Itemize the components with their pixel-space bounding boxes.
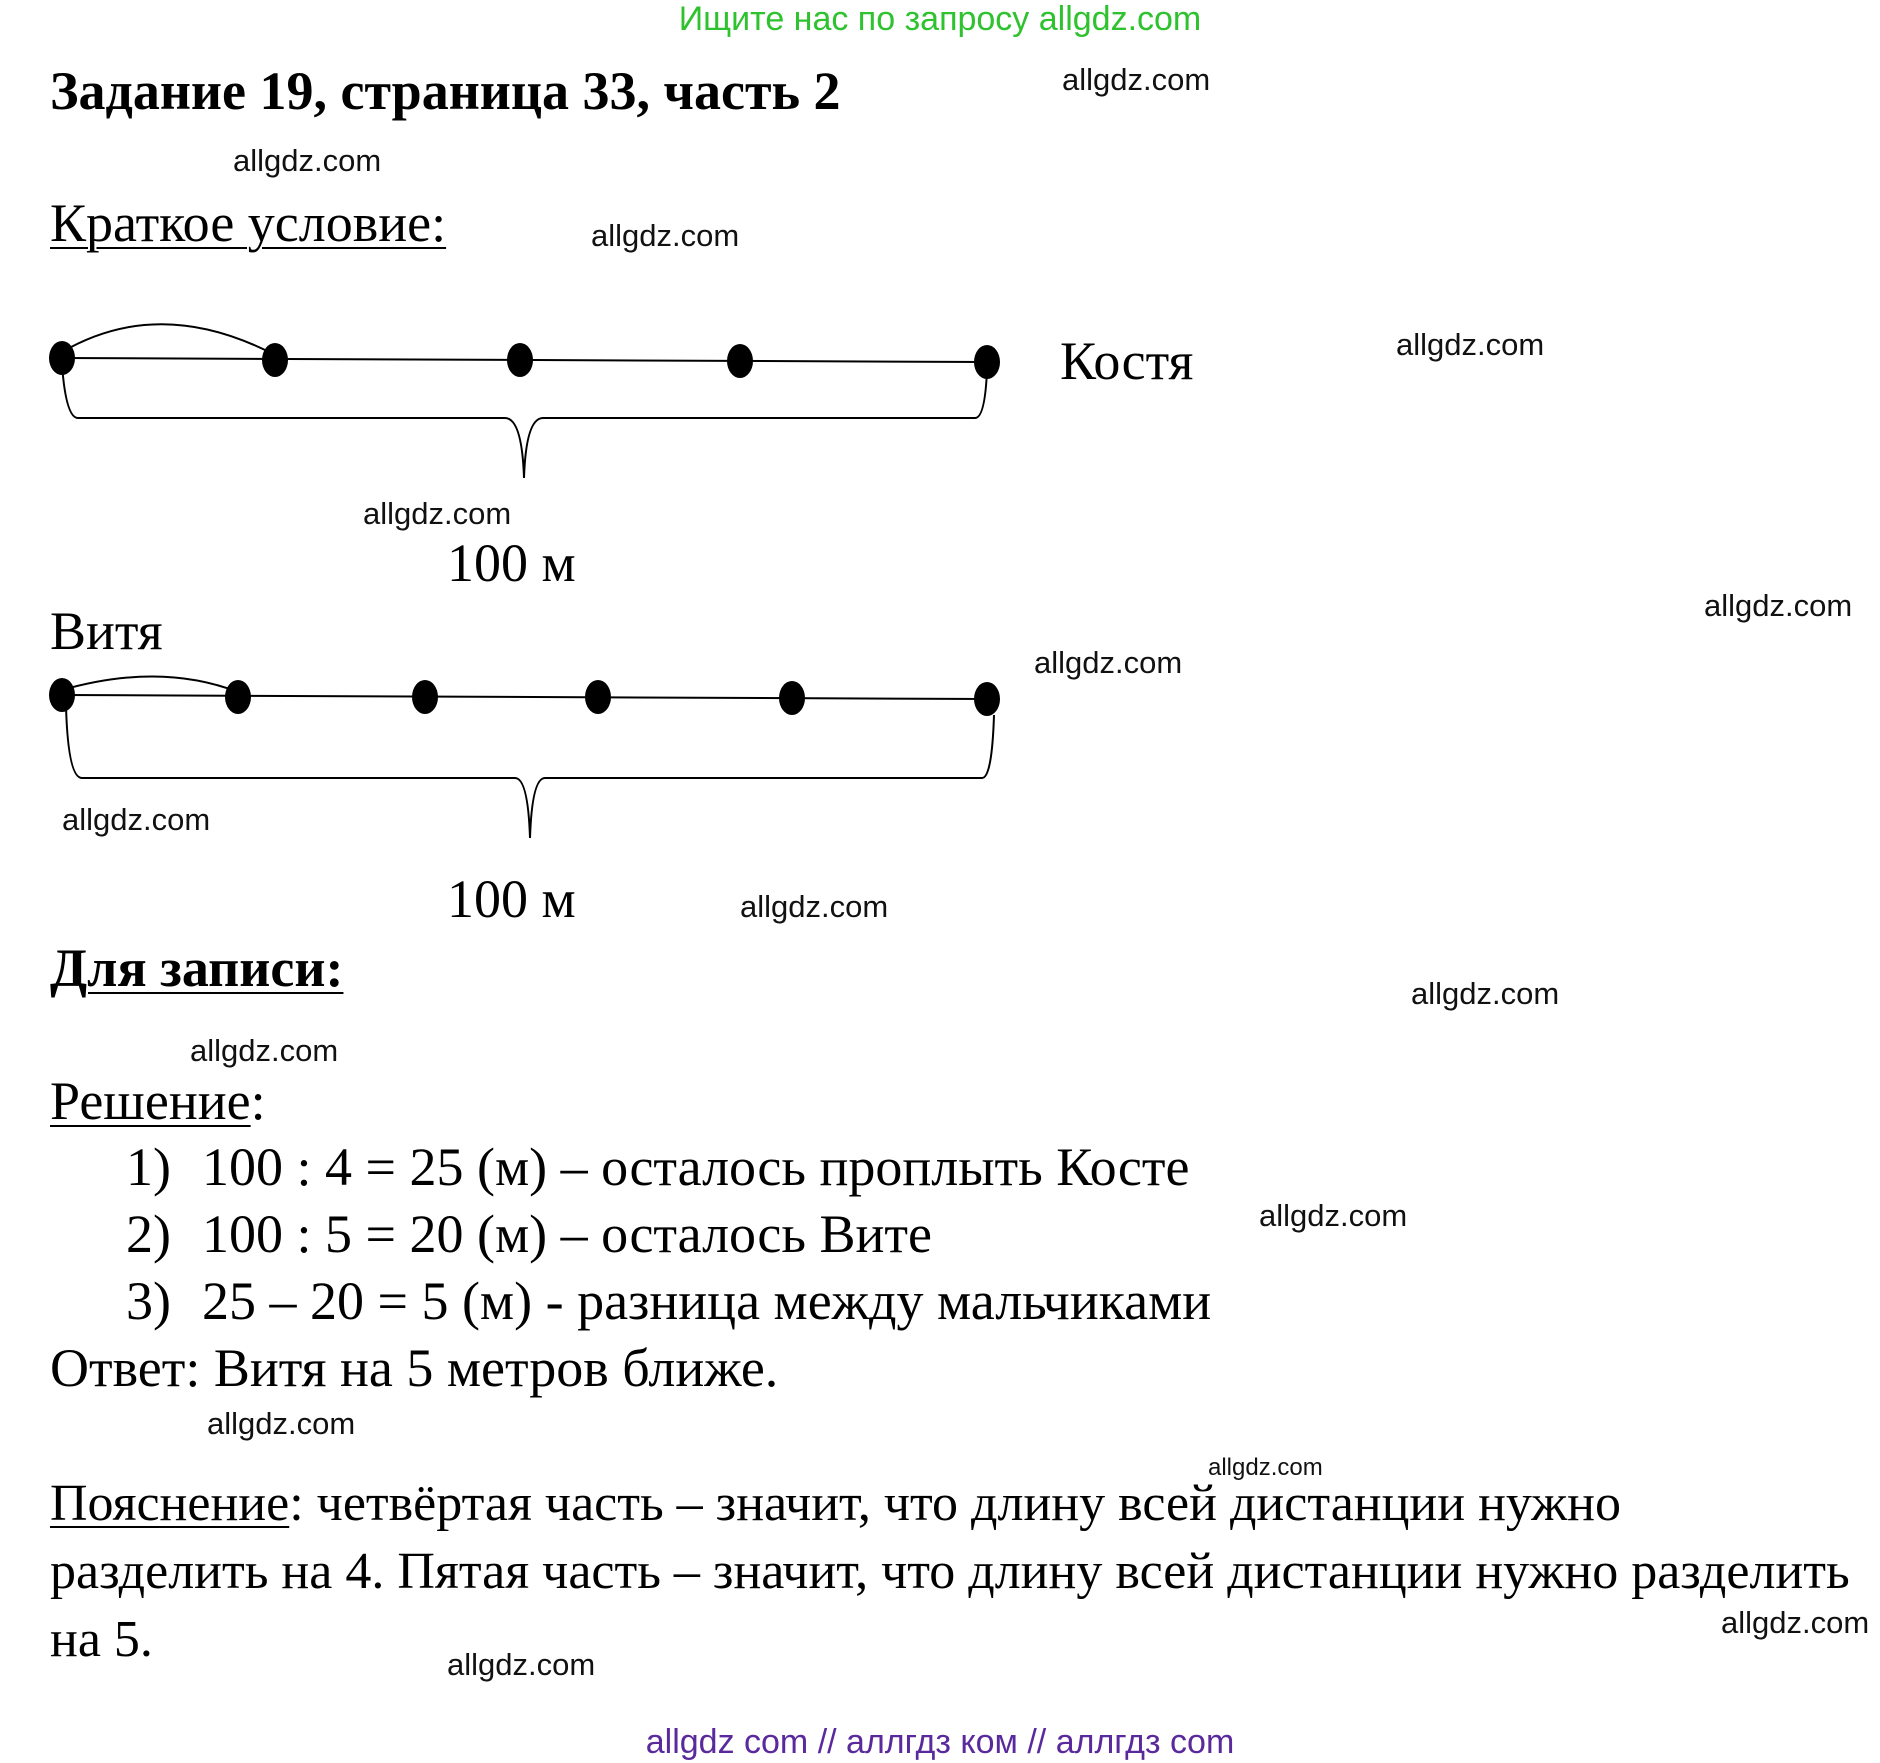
- kostya-part-arc: [62, 324, 275, 355]
- vitya-label: Витя: [50, 601, 163, 661]
- solution-step: [126, 1136, 1189, 1198]
- watermark: allgdz.com: [233, 143, 382, 178]
- step-number: 1): [126, 1137, 171, 1197]
- kostya-label: Костя: [1060, 331, 1194, 391]
- explanation-paragraph: [50, 1470, 1850, 1674]
- footer-watermark: allgdz com // аллгдз ком // аллгдз com: [645, 1723, 1235, 1761]
- vitya-point: [974, 682, 1000, 716]
- for-record-heading: Для записи:: [50, 938, 344, 998]
- kostya-distance: 100 м: [447, 533, 576, 593]
- kostya-point: [507, 343, 533, 377]
- watermark: allgdz.com: [1062, 62, 1211, 97]
- answer-line: Ответ: Витя на 5 метров ближе.: [50, 1338, 779, 1398]
- watermark: allgdz.com: [740, 889, 889, 924]
- watermark: allgdz.com: [207, 1406, 356, 1441]
- watermark: allgdz.com: [1396, 327, 1545, 362]
- kostya-point: [727, 344, 753, 378]
- watermark: allgdz.com: [1034, 645, 1183, 680]
- watermark: allgdz.com: [1704, 588, 1853, 623]
- watermark: allgdz.com: [1259, 1198, 1408, 1233]
- search-banner: Ищите нас по запросу allgdz.com: [678, 0, 1202, 38]
- vitya-point: [225, 680, 251, 714]
- solution-label: Решение: [50, 1071, 251, 1131]
- watermark: allgdz.com: [1208, 1454, 1323, 1481]
- page-title: Задание 19, страница 33, часть 2: [50, 61, 841, 121]
- watermark: allgdz.com: [190, 1033, 339, 1068]
- kostya-brace: [62, 365, 987, 478]
- step-number: 2): [126, 1204, 171, 1264]
- solution-step: [126, 1270, 1211, 1332]
- kostya-diagram: [49, 324, 1000, 478]
- watermark: allgdz.com: [1721, 1605, 1870, 1640]
- step-text: 100 : 4 = 25 (м) – осталось проплыть Косте: [202, 1137, 1190, 1197]
- step-text: 25 – 20 = 5 (м) - разница между мальчиками: [202, 1271, 1212, 1331]
- solution-step: [126, 1203, 932, 1265]
- step-number: 3): [126, 1271, 171, 1331]
- kostya-point: [262, 343, 288, 377]
- explanation-label: Пояснение: [50, 1475, 290, 1532]
- watermark: allgdz.com: [591, 218, 740, 253]
- explanation-text: : четвёртая часть – значит, что длину всей дистанции нужно разделить на 4. Пятая часть – значит, что длину всей дистанции нужно разделить на 5.: [50, 1475, 1850, 1668]
- vitya-point: [412, 680, 438, 714]
- watermark: allgdz.com: [62, 802, 211, 837]
- watermark: allgdz.com: [363, 496, 512, 531]
- step-text: 100 : 5 = 20 (м) – осталось Вите: [202, 1204, 932, 1264]
- vitya-point: [585, 680, 611, 714]
- watermark: allgdz.com: [1411, 976, 1560, 1011]
- short-condition-heading: Краткое условие:: [50, 193, 447, 253]
- vitya-distance: 100 м: [447, 869, 576, 929]
- vitya-part-arc: [62, 676, 238, 692]
- vitya-point: [49, 678, 75, 712]
- solution-heading: [50, 1070, 266, 1132]
- vitya-segment-line: [62, 695, 987, 699]
- vitya-point: [779, 681, 805, 715]
- watermark: allgdz.com: [447, 1647, 596, 1682]
- solution-colon: :: [250, 1071, 266, 1131]
